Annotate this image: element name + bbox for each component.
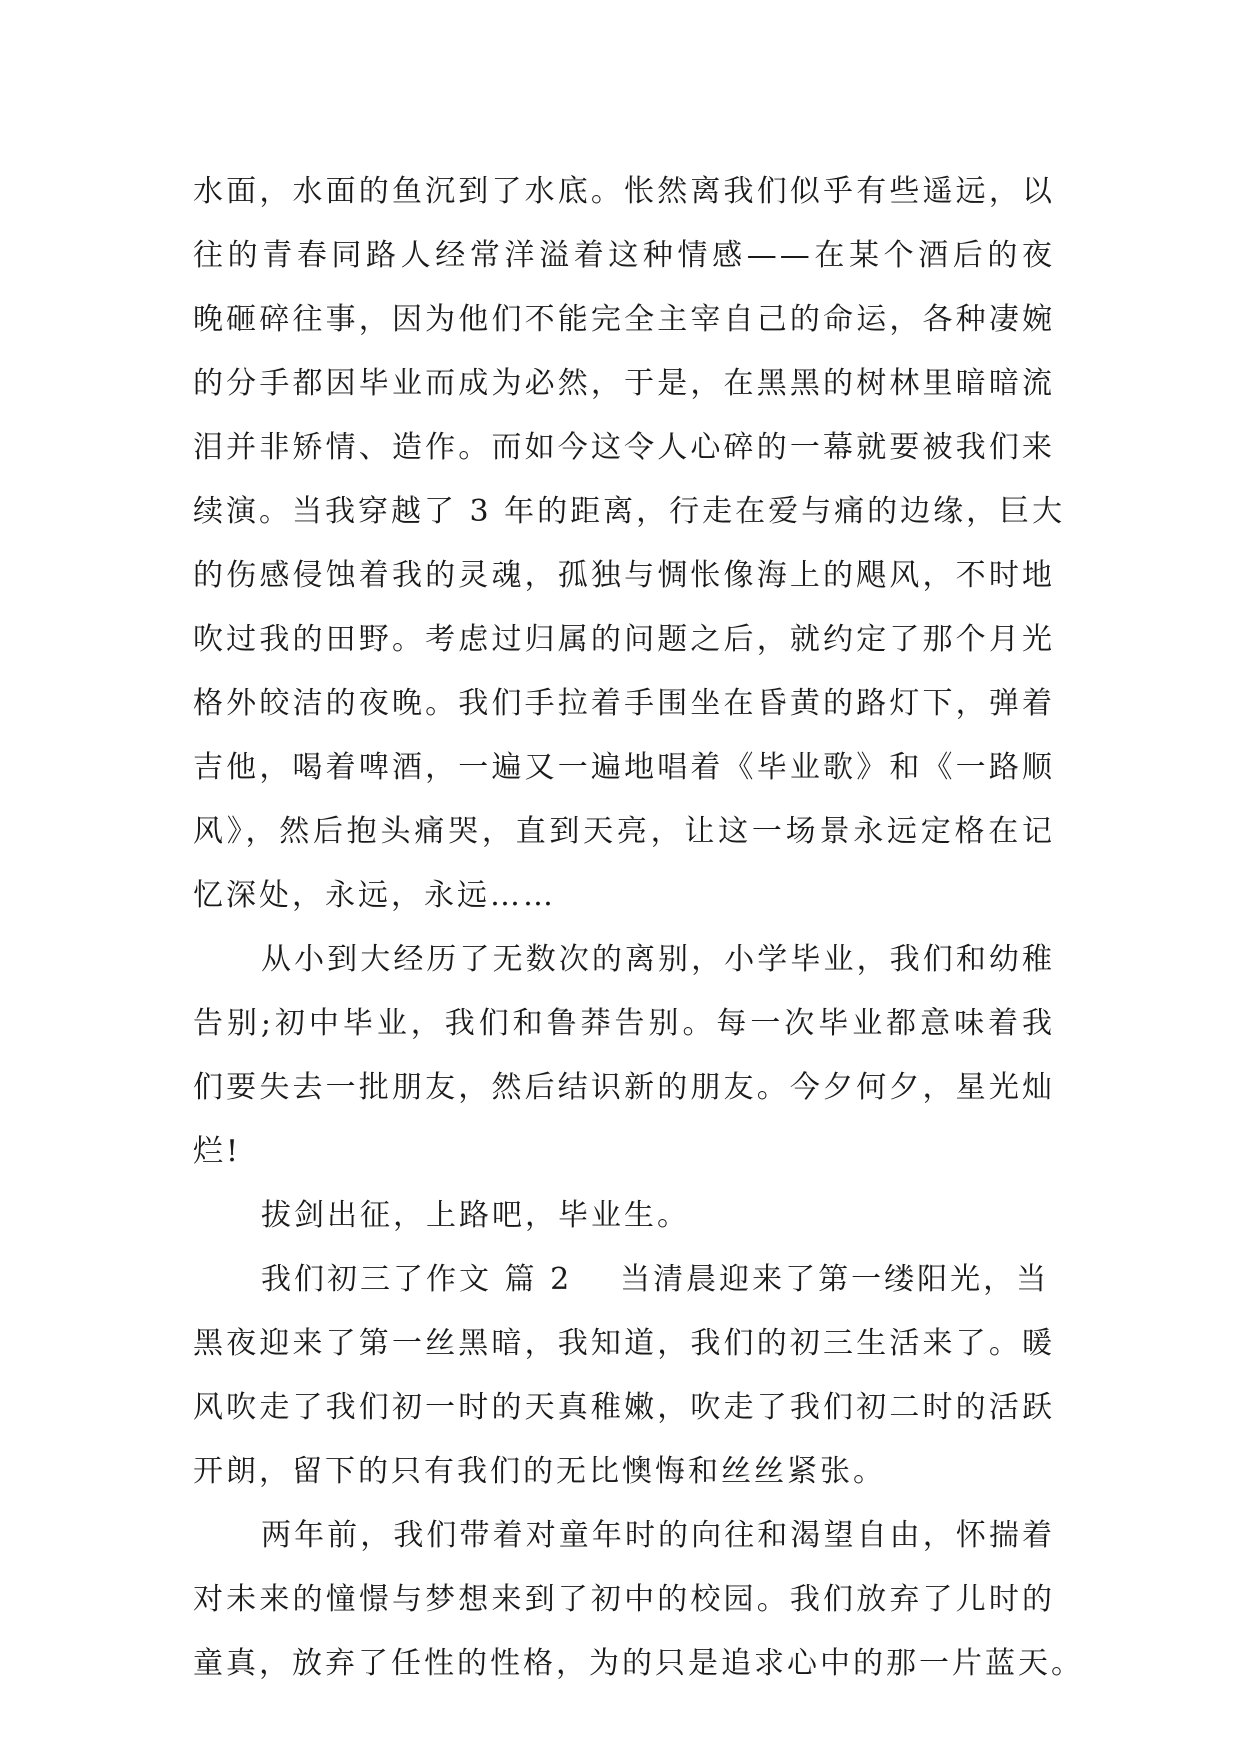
text-line: 风》，然后抱头痛哭，直到天亮，让这一场景永远定格在记 (193, 814, 1055, 849)
section-heading: 我们初三了作文 篇 2 (261, 1262, 573, 1297)
text-line: 水面，水面的鱼沉到了水底。怅然离我们似乎有些遥远，以 (193, 174, 1055, 209)
text-line: 晚砸碎往事，因为他们不能完全主宰自己的命运，各种凄婉 (193, 302, 1055, 337)
text-line: 格外皎洁的夜晚。我们手拉着手围坐在昏黄的路灯下，弹着 (193, 686, 1055, 721)
text-line: 黑夜迎来了第一丝黑暗，我知道，我们的初三生活来了。暖 (193, 1326, 1055, 1361)
text-line: 吹过我的田野。考虑过归属的问题之后，就约定了那个月光 (193, 622, 1055, 657)
text-line: 续演。当我穿越了 3 年的距离，行走在爱与痛的边缘，巨大 (193, 494, 1066, 529)
text-line: 吉他，喝着啤酒，一遍又一遍地唱着《毕业歌》和《一路顺 (193, 750, 1055, 785)
text-line: 烂! (193, 1134, 242, 1169)
text-line: 的分手都因毕业而成为必然，于是，在黑黑的树林里暗暗流 (193, 366, 1055, 401)
text-line: 两年前，我们带着对童年时的向往和渴望自由，怀揣着 (261, 1518, 1055, 1553)
text-line: 对未来的憧憬与梦想来到了初中的校园。我们放弃了儿时的 (193, 1582, 1055, 1617)
text-line: 往的青春同路人经常洋溢着这种情感——在某个酒后的夜 (193, 238, 1055, 273)
paragraph-start: 当清晨迎来了第一缕阳光，当 (620, 1262, 1050, 1297)
text-line: 童真，放弃了任性的性格，为的只是追求心中的那一片蓝天。 (193, 1646, 1084, 1681)
text-line: 从小到大经历了无数次的离别，小学毕业，我们和幼稚 (261, 942, 1055, 977)
text-line: 开朗，留下的只有我们的无比懊悔和丝丝紧张。 (193, 1454, 886, 1489)
text-line (193, 1248, 1055, 1312)
text-line: 风吹走了我们初一时的天真稚嫩，吹走了我们初二时的活跃 (193, 1390, 1055, 1425)
text-line: 忆深处，永远，永远…… (193, 878, 556, 913)
body-text (193, 160, 1084, 1696)
text-line: 拔剑出征，上路吧，毕业生。 (261, 1198, 690, 1233)
text-line: 的伤感侵蚀着我的灵魂，孤独与惆怅像海上的飓风，不时地 (193, 558, 1055, 593)
text-line: 告别;初中毕业，我们和鲁莽告别。每一次毕业都意味着我 (193, 1006, 1055, 1041)
text-line: 们要失去一批朋友，然后结识新的朋友。今夕何夕，星光灿 (193, 1070, 1055, 1105)
text-line: 泪并非矫情、造作。而如今这令人心碎的一幕就要被我们来 (193, 430, 1055, 465)
